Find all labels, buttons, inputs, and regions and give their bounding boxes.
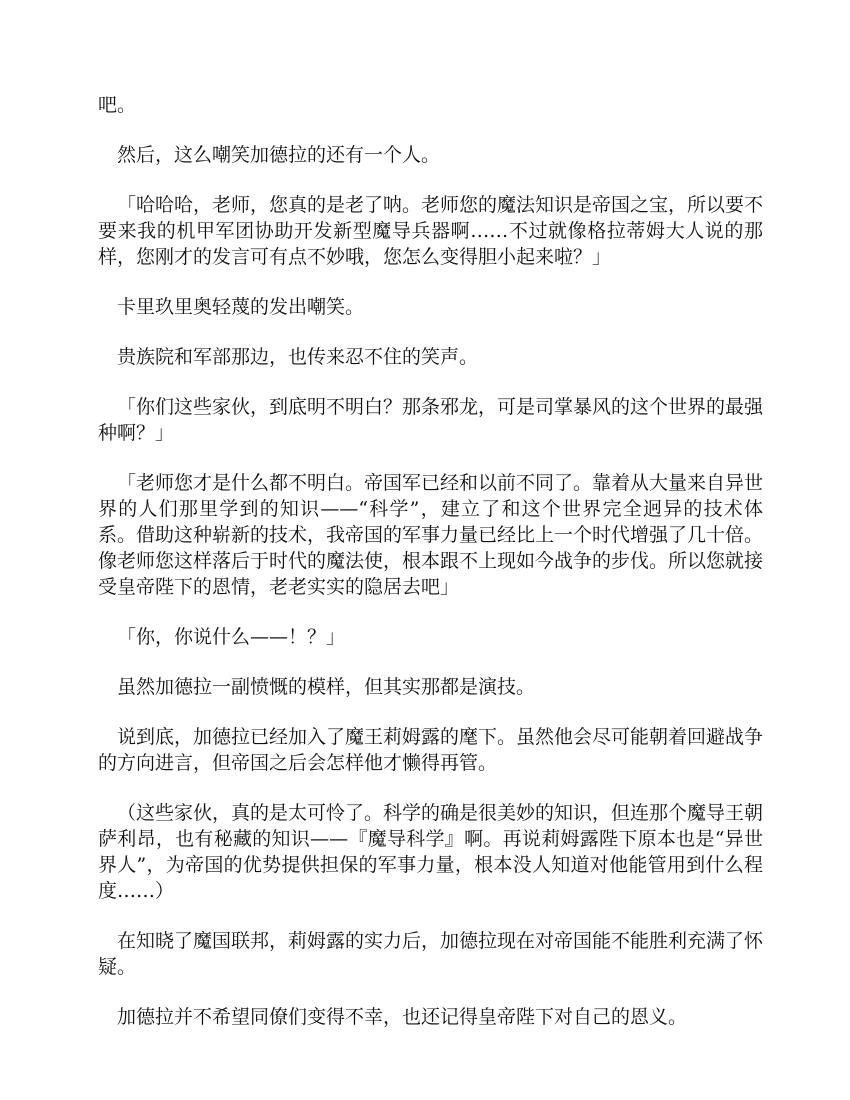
paragraph: （这些家伙，真的是太可怜了。科学的确是很美妙的知识，但连那个魔导王朝萨利昂，也有秘藏的知识——『魔导科学』啊。再说莉姆露陛下原本也是“异世界人”，为帝国的优势提供担保的军事力量，根本没人知道对他能管用到什么程度……） (98, 802, 764, 902)
paragraph: 卡里玖里奥轻蔑的发出嘲笑。 (117, 296, 365, 318)
paragraph: 「你们这些家伙，到底明不明白？那条邪龙，可是司掌暴风的这个世界的最强种啊？」 (98, 396, 764, 444)
paragraph: 「老师您才是什么都不明白。帝国军已经和以前不同了。靠着从大量来自异世界的人们那里学到的知识——“科学”，建立了和这个世界完全迥异的技术体系。借助这种崭新的技术，我帝国的军事力量已经比上一个时代增强了几十倍。像老师您这样落后于时代的魔法使，根本跟不上现如今战争的步伐。所以您就接受皇帝陛下的恩情，老老实实的隐居去吧」 (98, 472, 764, 598)
paragraph: 吧。 (98, 94, 137, 116)
paragraph: 加德拉并不希望同僚们变得不幸，也还记得皇帝陛下对自己的恩义。 (117, 1006, 688, 1028)
paragraph: 「你，你说什么——！？」 (117, 626, 346, 648)
paragraph: 贵族院和军部那边，也传来忍不住的笑声。 (117, 346, 479, 368)
paragraph: 虽然加德拉一副愤慨的模样，但其实那都是演技。 (117, 676, 536, 698)
paragraph: 在知晓了魔国联邦，莉姆露的实力后，加德拉现在对帝国能不能胜利充满了怀疑。 (98, 930, 764, 978)
document-page (98, 92, 763, 1054)
paragraph: 「哈哈哈，老师，您真的是老了呐。老师您的魔法知识是帝国之宝，所以要不要来我的机甲军团协助开发新型魔导兵器啊……不过就像格拉蒂姆大人说的那样，您刚才的发言可有点不妙哦，您怎么变得胆小起来啦？」 (98, 194, 764, 268)
paragraph: 然后，这么嘲笑加德拉的还有一个人。 (117, 144, 441, 166)
paragraph: 说到底，加德拉已经加入了魔王莉姆露的麾下。虽然他会尽可能朝着回避战争的方向进言，但帝国之后会怎样他才懒得再管。 (98, 726, 764, 774)
